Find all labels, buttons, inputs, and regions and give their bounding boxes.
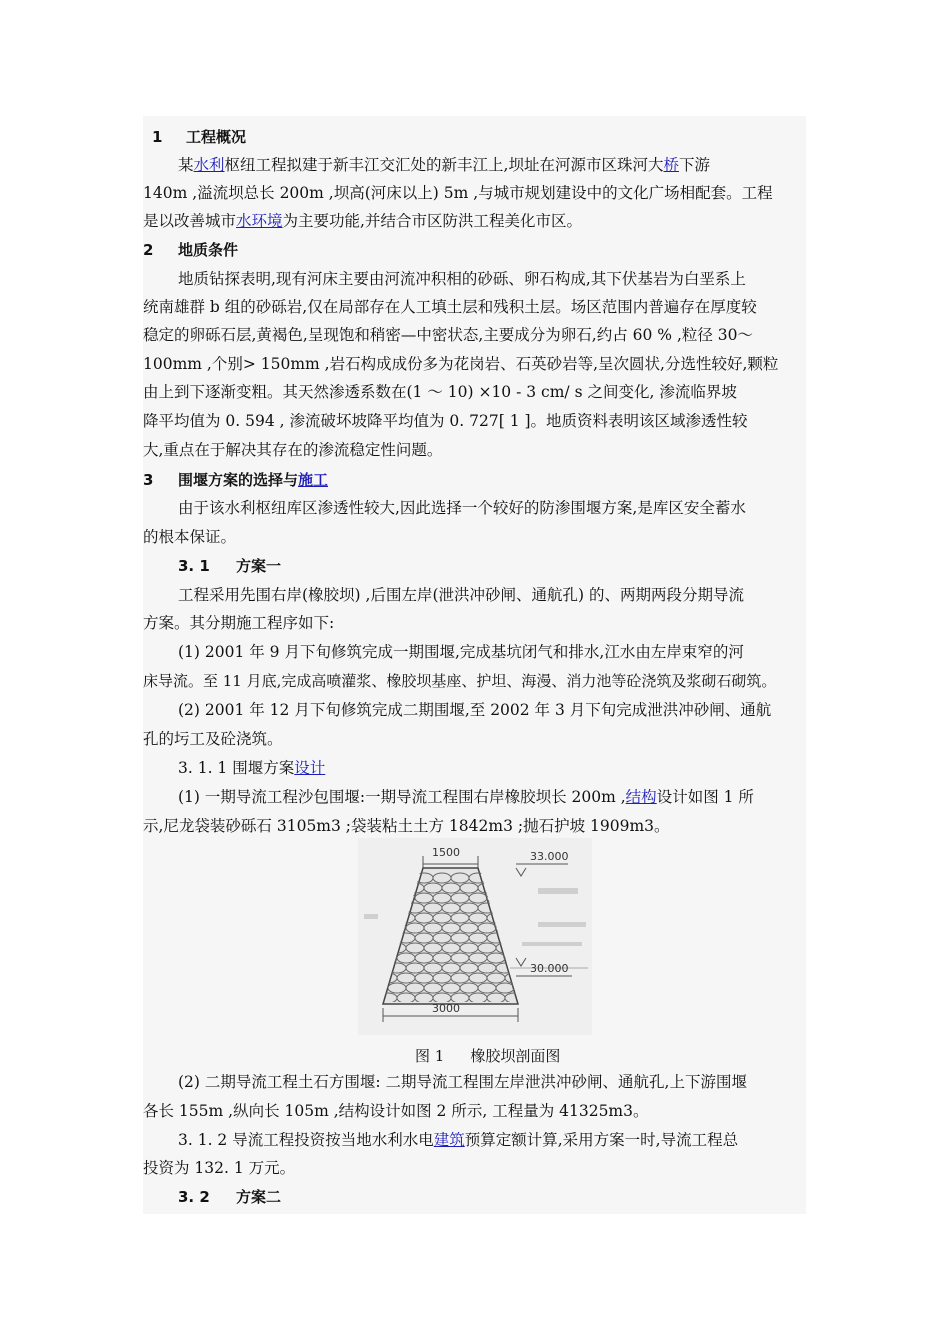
link-bridge[interactable]: 桥	[663, 156, 679, 174]
link-water-conservancy[interactable]: 水利	[193, 156, 225, 174]
figure-bottom-dimension: 3000	[432, 1002, 460, 1015]
figure-bottom-elevation: 30.000	[530, 962, 569, 975]
section-3-2-heading: 3. 2 方案二	[178, 1188, 282, 1206]
p3-line1: 由于该水利枢纽库区渗透性较大,因此选择一个较好的防渗围堰方案,是库区安全蓄水	[178, 499, 746, 517]
p8-line1: (2) 二期导流工程土石方围堰: 二期导流工程围左岸泄洪冲砂闸、通航孔,上下游围堰	[178, 1073, 747, 1091]
p9-line1: 3. 1. 2 导流工程投资按当地水利水电建筑预算定额计算,采用方案一时,导流工程总	[178, 1131, 739, 1149]
section-3-1-heading: 3. 1 方案一	[178, 557, 282, 575]
p2-line4: 100mm ,个别> 150mm ,岩石构成成份多为花岗岩、石英砂岩等,呈次圆状,分选性较好,颗粒	[143, 355, 779, 373]
p7-line2: 示,尼龙袋装砂砾石 3105m3 ;袋装粘土土方 1842m3 ;抛石护坡 1909m3。	[143, 817, 670, 835]
figure-top-dimension: 1500	[432, 846, 460, 859]
p9-line2: 投资为 132. 1 万元。	[143, 1159, 296, 1177]
p7-line1: (1) 一期导流工程沙包围堰:一期导流工程围右岸橡胶坝长 200m ,结构设计如图 1 所	[178, 788, 754, 806]
section-3-heading: 3 围堰方案的选择与施工	[143, 471, 329, 489]
p1-line1: 某水利枢纽工程拟建于新丰江交汇处的新丰江上,坝址在河源市区珠河大桥下游	[178, 156, 710, 174]
p2-line5: 由上到下逐渐变粗。其天然渗透系数在(1 ～ 10) ×10 - 3 cm/ s 之间变化, 渗流临界坡	[143, 383, 737, 401]
p2-line3: 稳定的卵砾石层,黄褐色,呈现饱和稍密—中密状态,主要成分为卵石,约占 60 % ,粒径 30～	[143, 326, 754, 344]
link-construction[interactable]: 施工	[298, 471, 329, 489]
figure-top-elevation: 33.000	[530, 850, 569, 863]
p2-line6: 降平均值为 0. 594 , 渗流破坏坡降平均值为 0. 727[ 1 ]。地质资料表明该区域渗透性较	[143, 412, 748, 430]
link-water-environment[interactable]: 水环境	[236, 212, 283, 230]
p4-line2: 方案。其分期施工程序如下:	[143, 614, 335, 632]
p3-line2: 的根本保证。	[143, 528, 237, 546]
p1-line3: 是以改善城市水环境为主要功能,并结合市区防洪工程美化市区。	[143, 212, 582, 230]
p1-line2: 140m ,溢流坝总长 200m ,坝高(河床以上) 5m ,与城市规划建设中的文化广场相配套。工程	[143, 184, 773, 202]
p2-line2: 统南雄群 b 组的砂砾岩,仅在局部存在人工填土层和残积土层。场区范围内普遍存在厚度较	[143, 298, 757, 316]
link-building[interactable]: 建筑	[433, 1131, 465, 1149]
p6-line2: 孔的圬工及砼浇筑。	[143, 730, 283, 748]
p2-line1: 地质钻探表明,现有河床主要由河流冲积相的砂砾、卵石构成,其下伏基岩为白垩系上	[178, 270, 746, 288]
p4-line1: 工程采用先围右岸(橡胶坝) ,后围左岸(泄洪冲砂闸、通航孔) 的、两期两段分期导流	[178, 586, 744, 604]
section-2-heading: 2 地质条件	[143, 241, 239, 259]
p8-line2: 各长 155m ,纵向长 105m ,结构设计如图 2 所示, 工程量为 41325m3。	[143, 1102, 649, 1120]
figure-1-image	[358, 838, 592, 1035]
p6-line1: (2) 2001 年 12 月下旬修筑完成二期围堰,至 2002 年 3 月下旬完成泄洪冲砂闸、通航	[178, 701, 772, 719]
link-design[interactable]: 设计	[294, 759, 326, 777]
p5-line1: (1) 2001 年 9 月下旬修筑完成一期围堰,完成基坑闭气和排水,江水由左岸束窄的河	[178, 643, 744, 661]
section-3-1-1-heading: 3. 1. 1 围堰方案设计	[178, 759, 326, 777]
p2-line7: 大,重点在于解决其存在的渗流稳定性问题。	[143, 441, 443, 459]
section-1-heading: 1 工程概况	[152, 128, 247, 146]
figure-1-caption: 图 1 橡胶坝剖面图	[415, 1047, 561, 1065]
p5-line2: 床导流。至 11 月底,完成高喷灌浆、橡胶坝基座、护坦、海漫、消力池等砼浇筑及浆砌石砌筑。	[143, 672, 777, 690]
link-structure[interactable]: 结构	[625, 788, 657, 806]
